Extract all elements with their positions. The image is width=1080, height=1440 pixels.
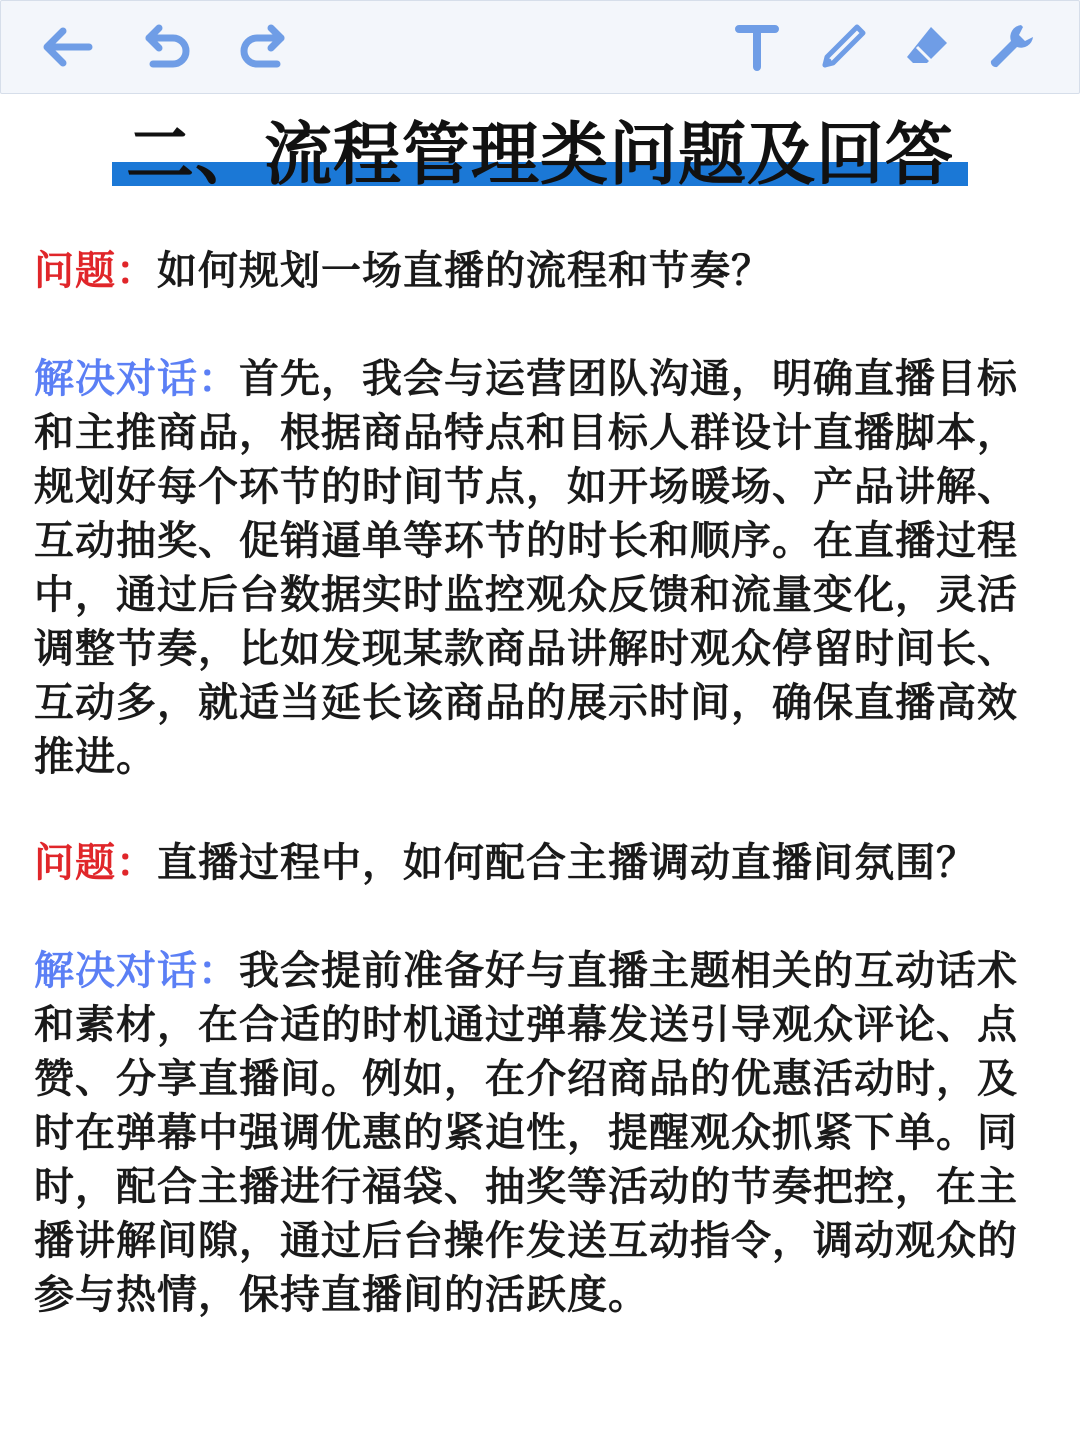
question-1 [34,244,1046,298]
question-text: 直播过程中，如何配合主播调动直播间氛围？ [157,840,977,886]
answer-label: 解决对话： [34,356,239,402]
answer-text: 首先，我会与运营团队沟通，明确直播目标和主推商品，根据商品特点和目标人群设计直播脚本，规划好每个环节的时间节点，如开场暖场、产品讲解、互动抽奖、促销逼单等环节的时长和顺序。在直播过程中，通过后台数据实时监控观众反馈和流量变化，灵活调整节奏，比如发现某款商品讲解时观众停留时间长、互动多，就适当延长该商品的展示时间，确保直播高效推进。 [34,356,1018,780]
answer-2 [34,944,1046,1322]
question-2 [34,836,1046,890]
pen-icon[interactable] [813,17,873,77]
question-label: 问题： [34,248,157,294]
page-title: 二、流程管理类问题及回答 [125,116,954,195]
toolbar [0,0,1080,94]
answer-label: 解决对话： [34,948,239,994]
eraser-icon[interactable] [897,17,957,77]
question-text: 如何规划一场直播的流程和节奏？ [157,248,772,294]
redo-icon[interactable] [233,17,293,77]
undo-icon[interactable] [137,17,197,77]
answer-text: 我会提前准备好与直播主题相关的互动话术和素材，在合适的时机通过弹幕发送引导观众评论、点赞、分享直播间。例如，在介绍商品的优惠活动时，及时在弹幕中强调优惠的紧迫性，提醒观众抓紧下单。同时，配合主播进行福袋、抽奖等活动的节奏把控，在主播讲解间隙，通过后台操作发送互动指令，调动观众的参与热情，保持直播间的活跃度。 [34,948,1018,1318]
answer-1 [34,352,1046,784]
section-title [112,116,968,196]
question-label: 问题： [34,840,157,886]
back-arrow-icon[interactable] [37,17,97,77]
text-tool-icon[interactable] [727,17,787,77]
wrench-icon[interactable] [981,17,1041,77]
